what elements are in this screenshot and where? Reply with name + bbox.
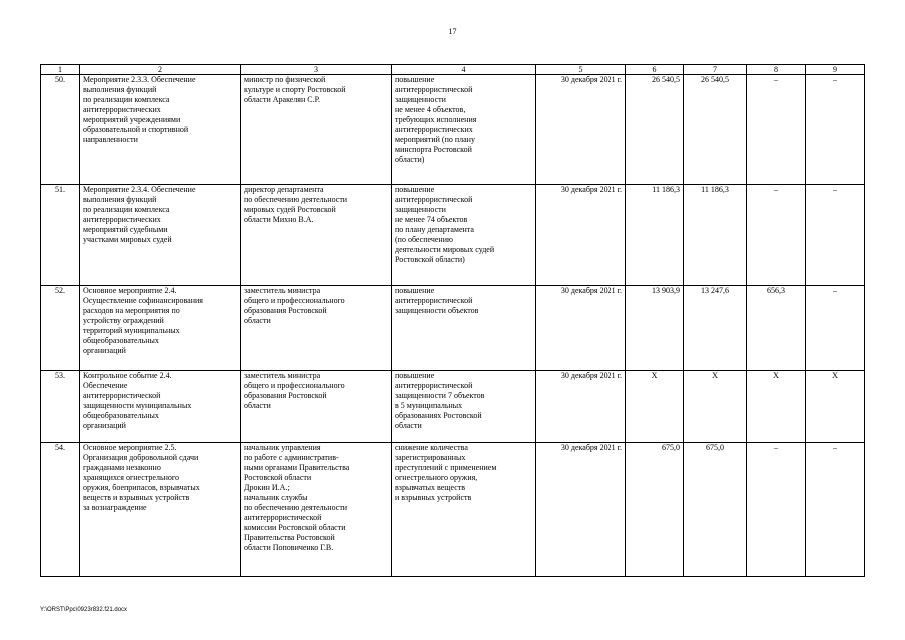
amount-federal: – <box>747 75 806 185</box>
table-row <box>41 371 865 443</box>
column-header: 7 <box>684 65 747 75</box>
footer-file-path: Y:\ORST\Ppc\0923r832.f21.docx <box>40 607 128 613</box>
table-row <box>41 75 865 185</box>
amount-total: 26 540,5 <box>626 75 684 185</box>
amount-total: Х <box>626 371 684 443</box>
deadline-date: 30 декабря 2021 г. <box>536 286 626 371</box>
row-number: 51. <box>41 185 80 286</box>
expected-result: повышение антитеррористической защищенности не менее 74 объектов по плану департамента (по обеспечению деятельности мировых судей Ростовской области) <box>392 185 536 286</box>
amount-total: 13 903,9 <box>626 286 684 371</box>
responsible-person: заместитель министра общего и профессионального образования Ростовской области <box>241 371 392 443</box>
column-header: 3 <box>241 65 392 75</box>
column-header: 9 <box>806 65 865 75</box>
column-number-row <box>41 65 865 75</box>
table-row <box>41 286 865 371</box>
amount-other: Х <box>806 371 865 443</box>
row-number: 54. <box>41 443 80 577</box>
row-number: 50. <box>41 75 80 185</box>
amount-regional: 675,0 <box>684 443 747 577</box>
amount-other: – <box>806 75 865 185</box>
deadline-date: 30 декабря 2021 г. <box>536 371 626 443</box>
column-header: 4 <box>392 65 536 75</box>
expected-result: повышение антитеррористической защищенности объектов <box>392 286 536 371</box>
measure-name: Основное мероприятие 2.4. Осуществление софинансирования расходов на мероприятия по устройству ограждений территорий муниципальных общеобразовательных организаций <box>80 286 241 371</box>
measures-table <box>40 64 865 577</box>
amount-regional: 11 186,3 <box>684 185 747 286</box>
measure-name: Мероприятие 2.3.3. Обеспечение выполнения функций по реализации комплекса антитеррористических мероприятий учреждениями образовательной и спортивной направленности <box>80 75 241 185</box>
column-header: 2 <box>80 65 241 75</box>
responsible-person: начальник управления по работе с административ- ными органами Правительства Ростовской области Дрокин И.А.; начальник службы по обеспечению деятельности антитеррористической комиссии Ростовской области Правительства Ростовской области Поповиченко Г.В. <box>241 443 392 577</box>
deadline-date: 30 декабря 2021 г. <box>536 443 626 577</box>
responsible-person: заместитель министра общего и профессионального образования Ростовской области <box>241 286 392 371</box>
table-row <box>41 443 865 577</box>
amount-federal: Х <box>747 371 806 443</box>
amount-federal: – <box>747 443 806 577</box>
responsible-person: министр по физической культуре и спорту Ростовской области Аракелян С.Р. <box>241 75 392 185</box>
amount-other: – <box>806 185 865 286</box>
amount-federal: 656,3 <box>747 286 806 371</box>
expected-result: повышение антитеррористической защищенности 7 объектов в 5 муниципальных образованиях Ростовской области <box>392 371 536 443</box>
row-number: 53. <box>41 371 80 443</box>
column-header: 5 <box>536 65 626 75</box>
amount-regional: 13 247,6 <box>684 286 747 371</box>
amount-other: – <box>806 443 865 577</box>
column-header: 8 <box>747 65 806 75</box>
deadline-date: 30 декабря 2021 г. <box>536 75 626 185</box>
measure-name: Контрольное событие 2.4. Обеспечение антитеррористической защищенности муниципальных общеобразовательных организаций <box>80 371 241 443</box>
responsible-person: директор департамента по обеспечению деятельности мировых судей Ростовской области Михно В.А. <box>241 185 392 286</box>
expected-result: повышение антитеррористической защищенности не менее 4 объектов, требующих исполнения антитеррористических мероприятий (по плану минспорта Ростовской области) <box>392 75 536 185</box>
page-number: 17 <box>448 27 457 36</box>
table-row <box>41 185 865 286</box>
amount-regional: Х <box>684 371 747 443</box>
amount-federal: – <box>747 185 806 286</box>
amount-total: 11 186,3 <box>626 185 684 286</box>
measure-name: Основное мероприятие 2.5. Организация добровольной сдачи гражданами незаконно хранящихся огнестрельного оружия, боеприпасов, взрывчатых веществ и взрывных устройств за вознаграждение <box>80 443 241 577</box>
deadline-date: 30 декабря 2021 г. <box>536 185 626 286</box>
column-header: 6 <box>626 65 684 75</box>
column-header: 1 <box>41 65 80 75</box>
amount-total: 675,0 <box>626 443 684 577</box>
amount-other: – <box>806 286 865 371</box>
row-number: 52. <box>41 286 80 371</box>
measure-name: Мероприятие 2.3.4. Обеспечение выполнения функций по реализации комплекса антитеррористических мероприятий судебными участками мировых судей <box>80 185 241 286</box>
expected-result: снижение количества зарегистрированных преступлений с применением огнестрельного оружия, взрывчатых веществ и взрывных устройств <box>392 443 536 577</box>
amount-regional: 26 540,5 <box>684 75 747 185</box>
